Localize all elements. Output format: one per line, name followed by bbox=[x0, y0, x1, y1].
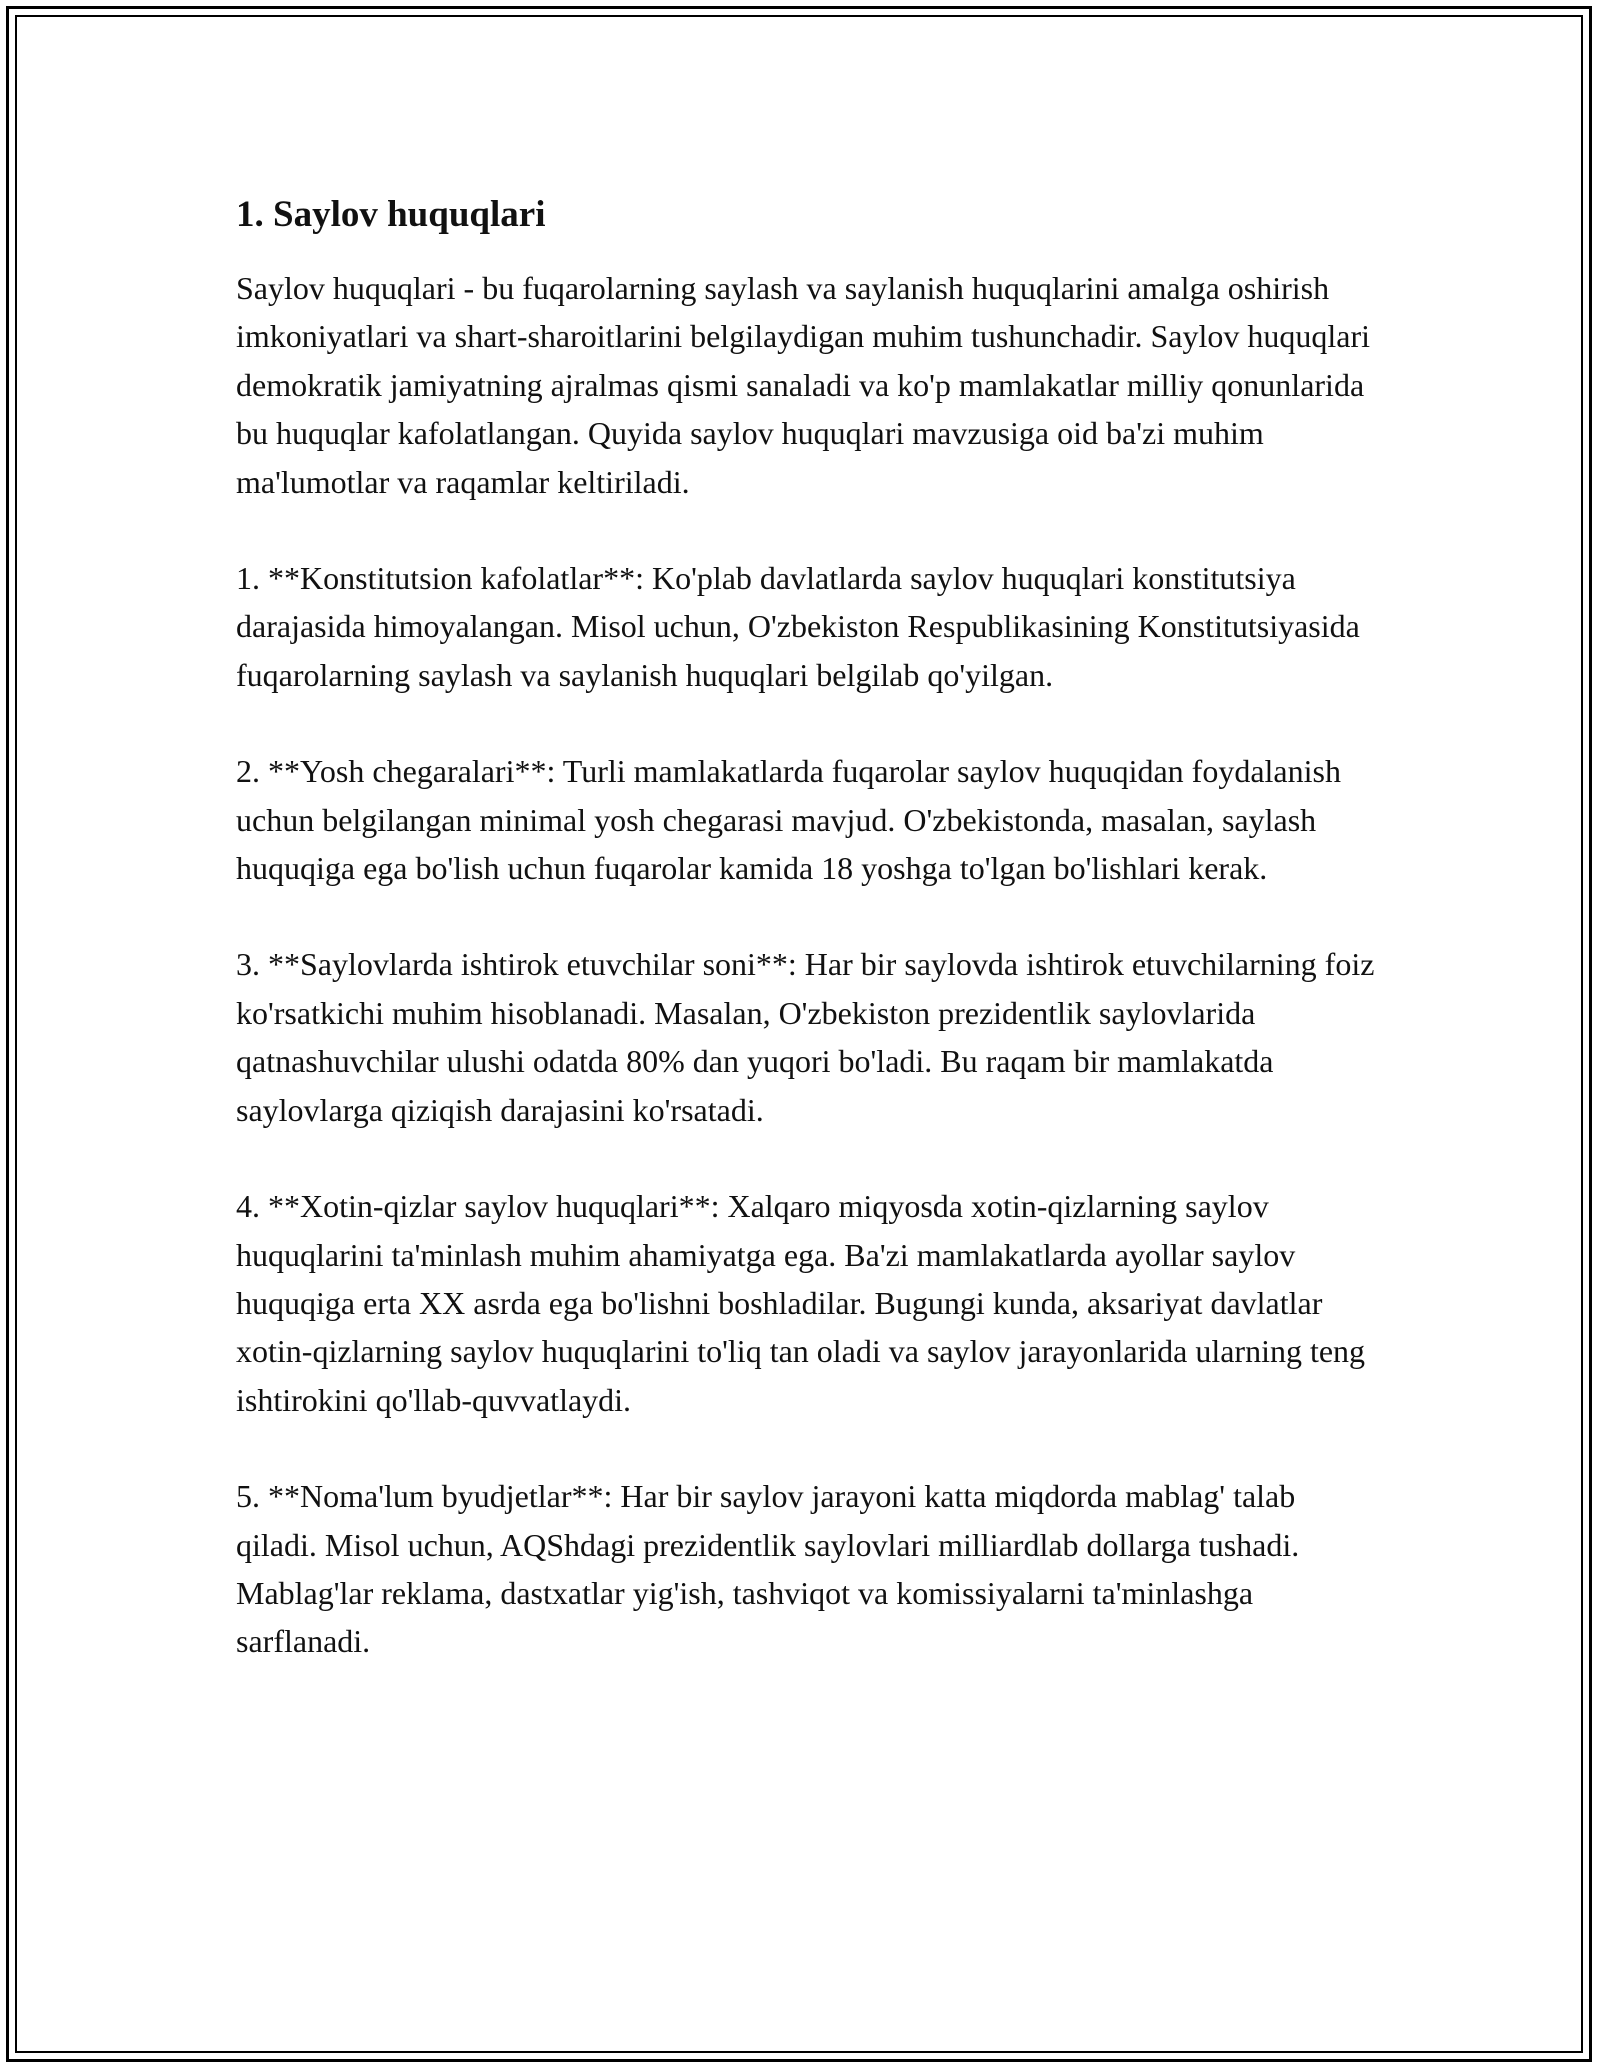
paragraph-constitutional-guarantees: 1. **Konstitutsion kafolatlar**: Ko'plab davlatlarda saylov huquqlari konstitutsiya darajasida himoyalangan. Misol uchun, O'zbekiston Respublikasining Konstitutsiyasida fuqarolarning saylash va saylanish huquqlari belgilab qo'yilgan. bbox=[236, 560, 1360, 693]
document-title: 1. Saylov huquqlari bbox=[236, 194, 546, 235]
paragraph-age-limits: 2. **Yosh chegaralari**: Turli mamlakatlarda fuqarolar saylov huquqidan foydalanish uchun belgilangan minimal yosh chegarasi mavjud. O'zbekistonda, masalan, saylash huquqiga ega bo'lish uchun fuqarolar kamida 18 yoshga to'lgan bo'lishlari kerak. bbox=[236, 753, 1341, 887]
document-body bbox=[236, 188, 1376, 1714]
paragraph-voter-turnout: 3. **Saylovlarda ishtirok etuvchilar soni**: Har bir saylovda ishtirok etuvchilarning foiz ko'rsatkichi muhim hisoblanadi. Masalan, O'zbekiston prezidentlik saylovlarida qatnashuvchilar ulushi odatda 80% dan yuqori bo'ladi. Bu raqam bir mamlakatda saylovlarga qiziqish darajasini ko'rsatadi. bbox=[236, 946, 1375, 1128]
intro-paragraph: Saylov huquqlari - bu fuqarolarning saylash va saylanish huquqlarini amalga oshirish imkoniyatlari va shart-sharoitlarini belgilaydigan muhim tushunchadir. Saylov huquqlari demokratik jamiyatning ajralmas qismi sanaladi va ko'p mamlakatlar milliy qonunlarida bu huquqlar kafolatlangan. Quyida saylov huquqlari mavzusiga oid ba'zi muhim ma'lumotlar va raqamlar keltiriladi. bbox=[236, 270, 1370, 500]
paragraph-election-budgets: 5. **Noma'lum byudjetlar**: Har bir saylov jarayoni katta miqdorda mablag' talab qiladi. Misol uchun, AQShdagi prezidentlik saylovlari milliardlab dollarga tushadi. Mablag'lar reklama, dastxatlar yig'ish, tashviqot va komissiyalarni ta'minlashga sarflanadi. bbox=[236, 1478, 1300, 1660]
paragraph-women-voting-rights: 4. **Xotin-qizlar saylov huquqlari**: Xalqaro miqyosda xotin-qizlarning saylov huquqlarini ta'minlash muhim ahamiyatga ega. Ba'zi mamlakatlarda ayollar saylov huquqiga erta XX asrda ega bo'lishni boshladilar. Bugungi kunda, aksariyat davlatlar xotin-qizlarning saylov huquqlarini to'liq tan oladi va saylov jarayonlarida ularning teng ishtirokini qo'llab-quvvatlaydi. bbox=[236, 1188, 1366, 1418]
